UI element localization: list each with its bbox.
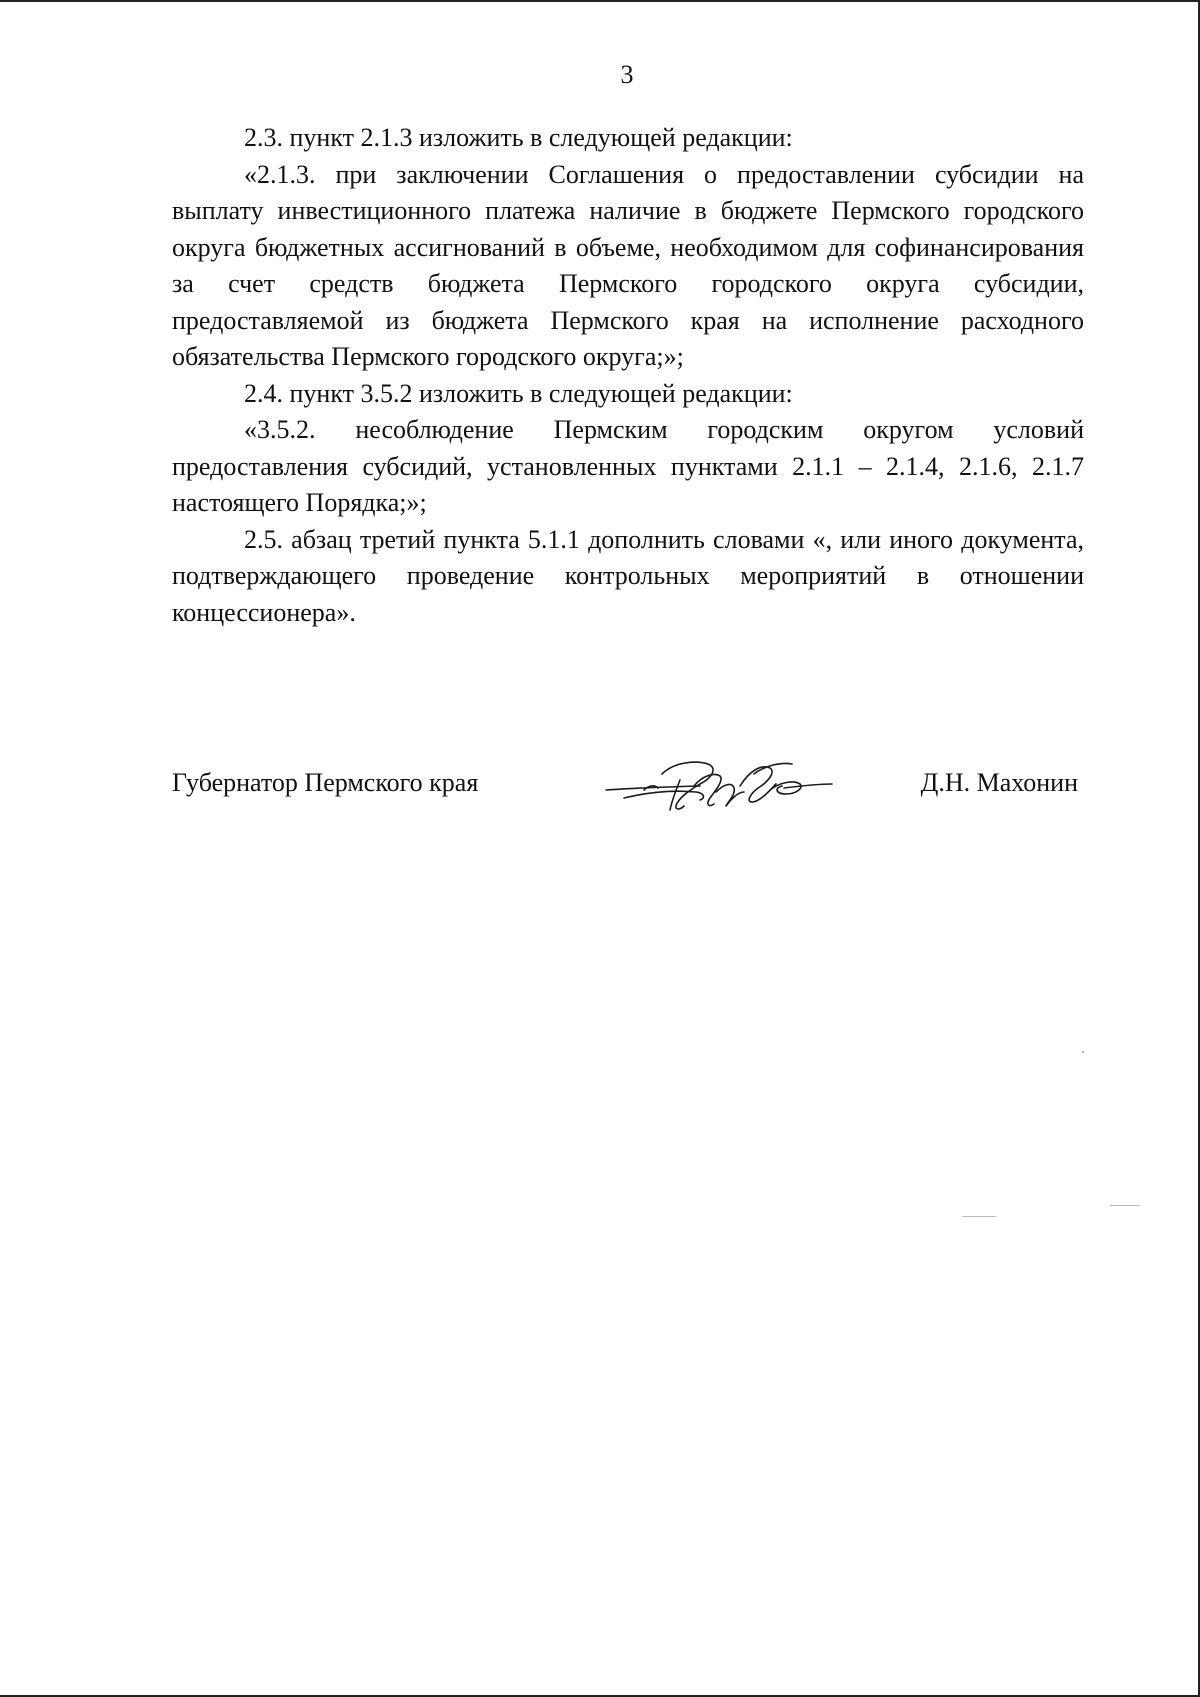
page-number: 3: [620, 60, 634, 89]
document-body: [172, 120, 1084, 631]
signatory-position: Губернатор Пермского края: [172, 768, 479, 797]
paragraph-3-5-2-text: «3.5.2. несоблюдение Пермским городским округом условий предоставления субсидий, установленных пунктами 2.1.1 – 2.1.4, 2.1.6, 2.1.7 настоящего Порядка;»;: [172, 415, 1084, 517]
paragraph-2-3: 2.3. пункт 2.1.3 изложить в следующей редакции:: [244, 123, 793, 152]
paragraph-2-1-3-text: «2.1.3. при заключении Соглашения о предоставлении субсидии на выплату инвестиционного платежа наличие в бюджете Пермского городского округа бюджетных ассигнований в объеме, необходимом для софинансирования за счет средств бюджета Пермского городского округа субсидии, предоставляемой из бюджета Пермского края на исполнение расходного обязательства Пермского городского округа;»;: [172, 159, 1084, 371]
handwritten-signature: [604, 740, 834, 820]
signatory-name: Д.Н. Махонин: [920, 768, 1078, 797]
paragraph-2-5: 2.5. абзац третий пункта 5.1.1 дополнить словами «, или иного документа, подтверждающего проведение контрольных мероприятий в отношении концессионера».: [172, 524, 1084, 627]
paragraph-2-4: 2.4. пункт 3.5.2 изложить в следующей редакции:: [244, 378, 793, 408]
signature-block: [172, 758, 1084, 818]
scan-speck: [1082, 1051, 1084, 1053]
scan-speck: [962, 1216, 996, 1217]
scan-speck: [1110, 1205, 1140, 1206]
